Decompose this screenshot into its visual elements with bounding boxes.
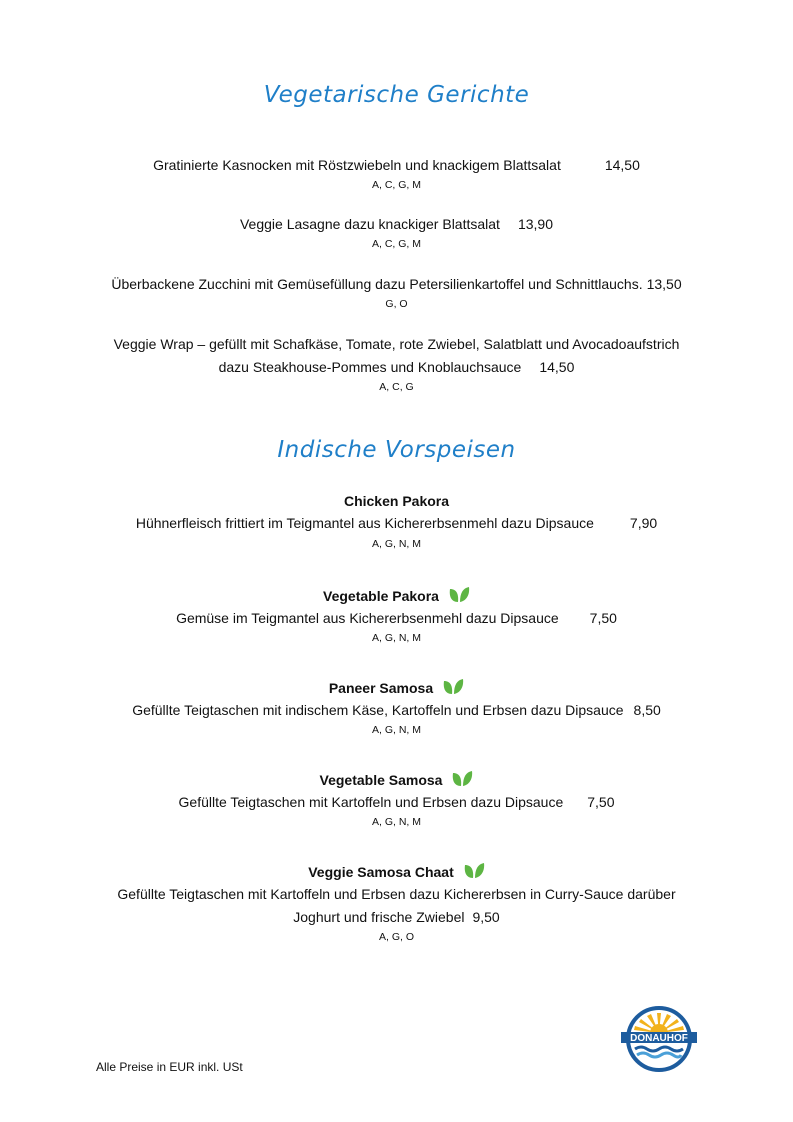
vegan-leaf-icon [463, 862, 485, 884]
item-name-row [0, 862, 793, 884]
menu-item-line [0, 358, 793, 376]
item-description: Veggie Lasagne dazu knackiger Blattsalat [239, 216, 500, 232]
item-description: dazu Steakhouse-Pommes und Knoblauchsauce [218, 359, 522, 375]
item-allergens: A, G, N, M [371, 724, 421, 736]
price-note: Alle Preise in EUR inkl. USt [96, 1060, 243, 1074]
item-allergens: A, G, N, M [371, 632, 421, 644]
item-name: Vegetable Pakora [323, 588, 439, 604]
item-price: 9,50 [472, 909, 500, 925]
item-description: Gratinierte Kasnocken mit Röstzwiebeln und knackigem Blattsalat [153, 157, 561, 173]
menu-item-line [0, 701, 793, 719]
menu-item-line [0, 908, 793, 926]
item-name-row [0, 770, 793, 792]
menu-item-line [0, 275, 793, 293]
item-name-row [0, 586, 793, 608]
logo-text: DONAUHOF [630, 1033, 688, 1044]
item-name: Veggie Samosa Chaat [308, 864, 454, 880]
item-price: 7,50 [589, 610, 617, 626]
menu-item-line [0, 514, 793, 532]
item-description: Überbackene Zucchini mit Gemüsefüllung dazu Petersilienkartoffel und Schnittlauchs. [111, 276, 643, 292]
item-allergens: A, G, O [378, 931, 414, 943]
item-allergens: A, G, N, M [371, 816, 421, 828]
vegan-leaf-icon [451, 770, 473, 792]
item-description: Hühnerfleisch frittiert im Teigmantel aus Kichererbsenmehl dazu Dipsauce [135, 515, 594, 531]
item-price: 14,50 [539, 359, 575, 375]
item-name: Chicken Pakora [343, 493, 450, 509]
item-name: Paneer Samosa [328, 680, 434, 696]
menu-item-line [0, 793, 793, 811]
item-allergens: A, C, G, M [371, 179, 421, 191]
menu-item-line [0, 156, 793, 174]
item-description: Joghurt und frische Zwiebel [293, 909, 465, 925]
item-description: Gefüllte Teigtaschen mit Kartoffeln und Erbsen dazu Dipsauce [178, 794, 564, 810]
item-allergens: A, G, N, M [371, 538, 421, 550]
item-name-row [0, 678, 793, 700]
item-description: Veggie Wrap – gefüllt mit Schafkäse, Tomate, rote Zwiebel, Salatblatt und Avocadoaufstrich [113, 336, 680, 352]
vegan-leaf-icon [442, 678, 464, 700]
section-title-vegetarian: Vegetarische Gerichte [263, 82, 530, 108]
item-allergens: A, C, G [379, 381, 414, 393]
item-price: 13,50 [646, 276, 682, 292]
item-name: Vegetable Samosa [319, 772, 443, 788]
item-description: Gefüllte Teigtaschen mit indischem Käse, Kartoffeln und Erbsen dazu Dipsauce [132, 702, 624, 718]
item-price: 8,50 [633, 702, 661, 718]
section-title-indian: Indische Vorspeisen [277, 437, 516, 463]
menu-item-line [0, 609, 793, 627]
item-price: 14,50 [604, 157, 640, 173]
item-allergens: A, C, G, M [371, 238, 421, 250]
menu-item-line [0, 215, 793, 233]
item-price: 7,90 [629, 515, 658, 531]
item-allergens: G, O [385, 298, 408, 310]
item-description: Gemüse im Teigmantel aus Kichererbsenmehl dazu Dipsauce [176, 610, 559, 626]
item-description: Gefüllte Teigtaschen mit Kartoffeln und Erbsen dazu Kichererbsen in Curry-Sauce darüber [117, 886, 676, 902]
donauhof-logo [621, 1005, 697, 1073]
item-price: 7,50 [587, 794, 615, 810]
item-price: 13,90 [517, 216, 553, 232]
vegan-leaf-icon [448, 586, 470, 608]
